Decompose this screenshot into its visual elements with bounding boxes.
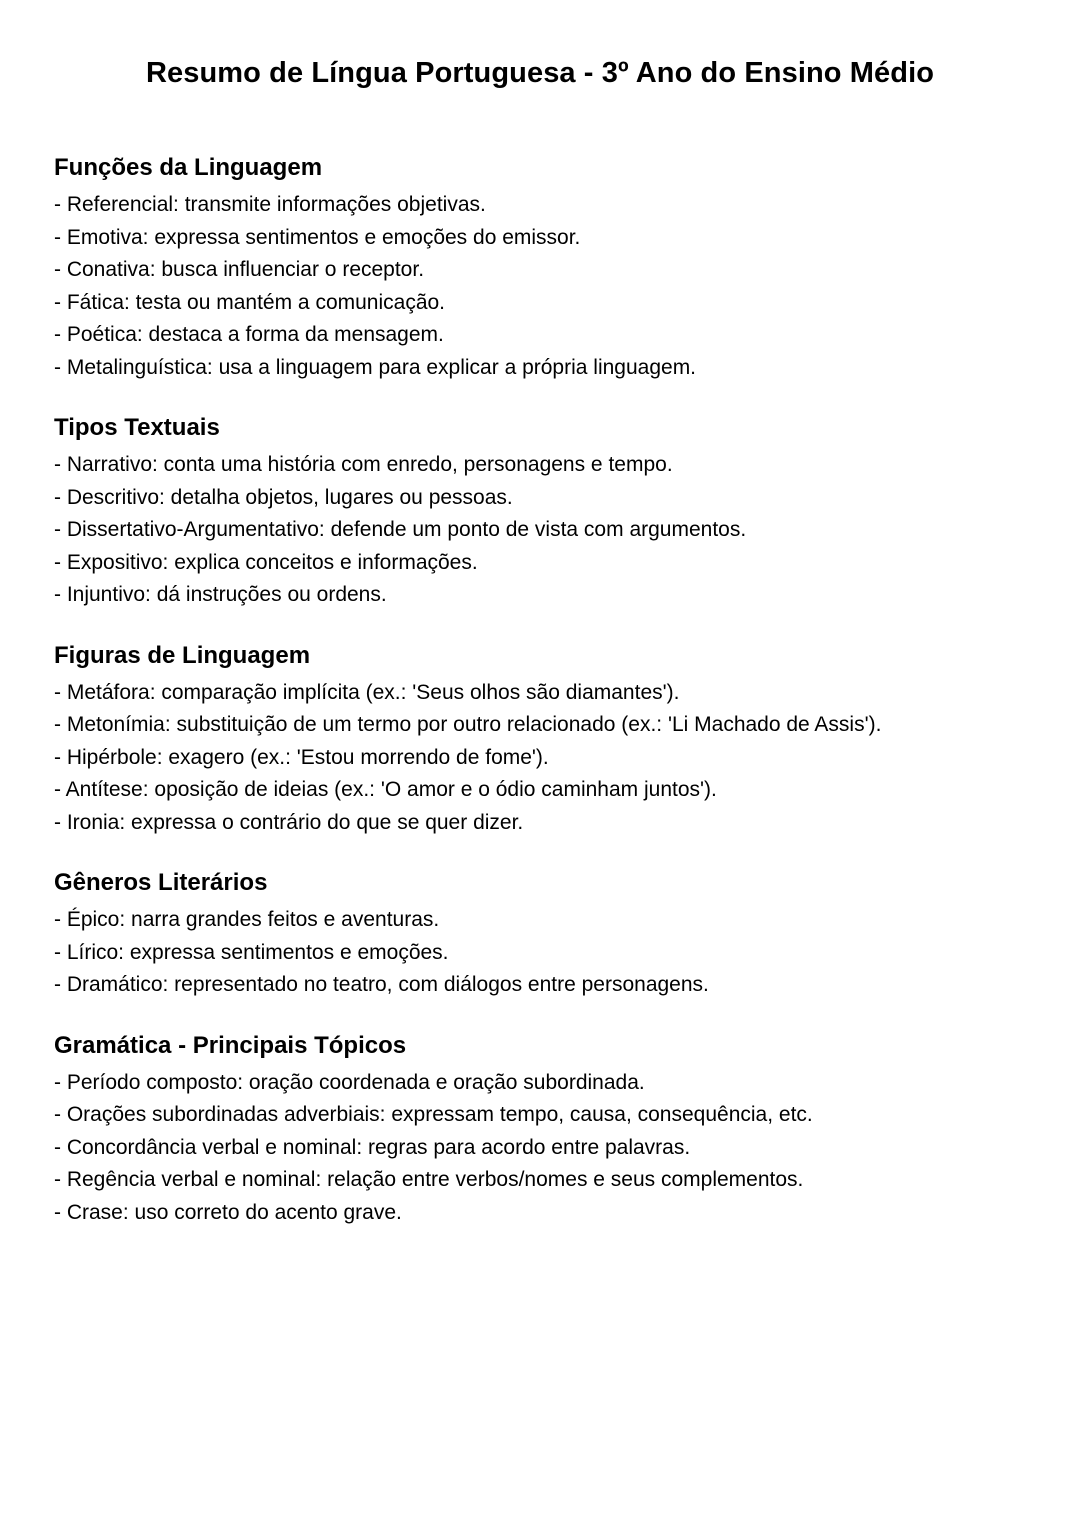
list-item: - Dissertativo-Argumentativo: defende um ponto de vista com argumentos. <box>54 518 747 541</box>
list-item: - Crase: uso correto do acento grave. <box>54 1200 402 1224</box>
list-item: - Conativa: busca influenciar o receptor. <box>54 258 425 281</box>
list-item: - Metáfora: comparação implícita (ex.: 'Seus olhos são diamantes'). <box>54 680 680 704</box>
section-heading: Tipos Textuais <box>54 414 220 441</box>
list-item: - Épico: narra grandes feitos e aventuras. <box>54 908 440 931</box>
section-heading: Gêneros Literários <box>54 869 268 896</box>
list-item: - Metonímia: substituição de um termo por outro relacionado (ex.: 'Li Machado de Assis'). <box>54 713 882 736</box>
section-item-list <box>54 189 1034 384</box>
list-item: - Regência verbal e nominal: relação entre verbos/nomes e seus complementos. <box>54 1168 804 1191</box>
section-gramatica-principais-topicos <box>54 1030 1034 1230</box>
list-item: - Período composto: oração coordenada e oração subordinada. <box>54 1070 645 1094</box>
list-item: - Referencial: transmite informações objetivas. <box>54 193 486 216</box>
list-item: - Dramático: representado no teatro, com diálogos entre personagens. <box>54 973 709 996</box>
list-item: - Concordância verbal e nominal: regras para acordo entre palavras. <box>54 1135 691 1159</box>
list-item: - Fática: testa ou mantém a comunicação. <box>54 290 446 314</box>
section-item-list <box>54 904 1034 1002</box>
section-heading: Gramática - Principais Tópicos <box>54 1031 407 1059</box>
section-heading: Funções da Linguagem <box>54 154 323 181</box>
section-tipos-textuais <box>54 412 1034 612</box>
section-item-list <box>54 449 1034 612</box>
list-item: - Expositivo: explica conceitos e informações. <box>54 550 478 574</box>
list-item: - Emotiva: expressa sentimentos e emoções do emissor. <box>54 225 581 249</box>
section-funcoes-da-linguagem <box>54 152 1034 384</box>
list-item: - Metalinguística: usa a linguagem para explicar a própria linguagem. <box>54 355 697 379</box>
section-generos-literarios <box>54 867 1034 1002</box>
list-item: - Descritivo: detalha objetos, lugares ou pessoas. <box>54 485 513 509</box>
list-item: - Narrativo: conta uma história com enredo, personagens e tempo. <box>54 453 673 476</box>
list-item: - Ironia: expressa o contrário do que se quer dizer. <box>54 810 524 834</box>
section-figuras-de-linguagem <box>54 640 1034 840</box>
section-heading: Figuras de Linguagem <box>54 641 311 669</box>
section-item-list <box>54 1067 1034 1230</box>
document-body <box>54 152 1034 1229</box>
list-item: - Lírico: expressa sentimentos e emoções. <box>54 940 449 964</box>
list-item: - Poética: destaca a forma da mensagem. <box>54 323 444 346</box>
section-item-list <box>54 677 1034 840</box>
list-item: - Antítese: oposição de ideias (ex.: 'O amor e o ódio caminham juntos'). <box>54 778 717 801</box>
page-title: Resumo de Língua Portuguesa - 3º Ano do Ensino Médio <box>145 57 935 89</box>
list-item: - Hipérbole: exagero (ex.: 'Estou morrendo de fome'). <box>54 745 549 769</box>
list-item: - Orações subordinadas adverbiais: expressam tempo, causa, consequência, etc. <box>54 1103 813 1126</box>
list-item: - Injuntivo: dá instruções ou ordens. <box>54 583 387 606</box>
